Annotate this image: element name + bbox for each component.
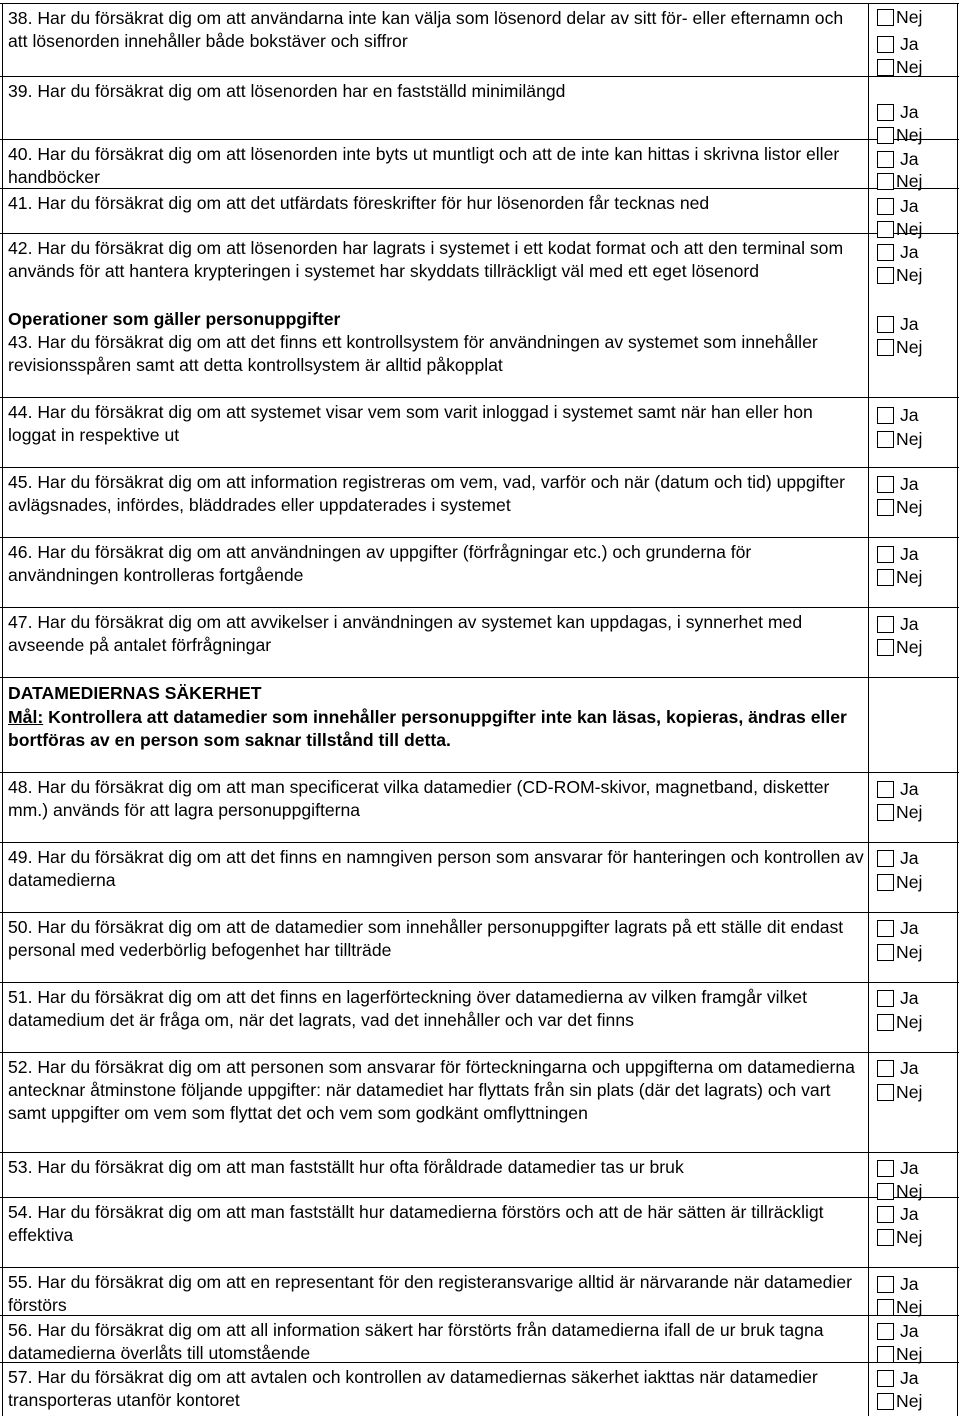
checkbox[interactable] [877,1346,894,1363]
checkbox[interactable] [877,920,894,937]
checkbox[interactable] [877,407,894,424]
subsection-heading: Operationer som gäller personuppgifter [8,309,341,329]
option-no[interactable] [877,170,922,193]
question-text: 50. Har du försäkrat dig om att de datamedier som innehåller personuppgifter lagrats på ett ställe dit endast personal med vederbörlig befogenhet har tillträde [8,917,844,961]
checkbox[interactable] [877,1060,894,1077]
checkbox[interactable] [877,499,894,516]
option-no[interactable] [877,1343,922,1366]
checkbox[interactable] [877,221,894,238]
option-label: Nej [896,1012,923,1032]
question-text: 51. Har du försäkrat dig om att det finns en lagerförteckning över datamedierna av vilken framgår vilket datamedium det är fråga om, när det lagrats, vad det innehåller och var det finns [8,987,807,1031]
option-label: Nej [896,497,923,517]
option-label: Ja [900,149,919,169]
option-label: Nej [896,7,923,27]
checkbox[interactable] [877,1183,894,1200]
option-label: Ja [900,1321,919,1341]
checkbox[interactable] [877,476,894,493]
checkbox[interactable] [877,850,894,867]
option-yes[interactable] [877,241,919,264]
option-label: Ja [900,1204,919,1224]
question-text: 41. Har du försäkrat dig om att det utfärdats föreskrifter för hur lösenorden får tecknas ned [8,193,710,213]
row-divider [0,842,959,843]
checkbox[interactable] [877,1370,894,1387]
option-label: Nej [896,219,923,239]
option-no[interactable] [877,941,922,964]
option-no[interactable] [877,1180,922,1203]
option-label: Nej [896,1297,923,1317]
checkbox[interactable] [877,990,894,1007]
question-text: 47. Har du försäkrat dig om att avvikelser i användningen av systemet kan uppdagas, i synnerhet med avseende på antalet förfrågningar [8,612,803,656]
row-divider [0,982,959,983]
option-yes[interactable] [877,1367,919,1390]
option-label: Nej [896,125,923,145]
option-no[interactable] [877,566,922,589]
row-divider [0,537,959,538]
question-text: 55. Har du försäkrat dig om att en representant för den registeransvarige alltid är närvarande när datamedier förstörs [8,1272,852,1316]
option-no[interactable] [877,1011,922,1034]
option-label: Nej [896,57,923,77]
option-yes[interactable] [877,1320,919,1343]
option-no[interactable] [877,871,922,894]
option-label: Ja [900,474,919,494]
checkbox[interactable] [877,431,894,448]
option-yes[interactable] [877,473,919,496]
question-text: 56. Har du försäkrat dig om att all information säkert har förstörts från datamedierna ifall de ur bruk tagna datamedierna överlåts till utomstående [8,1320,824,1364]
checkbox[interactable] [877,244,894,261]
option-label: Nej [896,567,923,587]
option-yes[interactable] [877,917,919,940]
option-label: Ja [900,34,919,54]
column-divider [868,4,869,1416]
question-text: 57. Har du försäkrat dig om att avtalen och kontrollen av datamediernas säkerhet iakttas när datamedier transporteras utanför kontoret [8,1367,818,1411]
checkbox[interactable] [877,804,894,821]
option-no[interactable] [877,124,922,147]
question-text: 52. Har du försäkrat dig om att personen som ansvarar för förteckningarna och uppgifterna om datamedierna antecknar åtminstone följande uppgifter: när datamediet har flyttats från sin plats (där det lagrats) och vart samt uppgifter om vem som flyttat det och vem som godkänt omflyttningen [8,1057,855,1124]
option-yes[interactable] [877,1057,919,1080]
option-no[interactable] [877,496,922,519]
question-text: 40. Har du försäkrat dig om att lösenorden inte byts ut muntligt och att de inte kan hittas i skrivna listor eller handböcker [8,144,840,188]
option-yes[interactable] [877,1203,919,1226]
checkbox[interactable] [877,874,894,891]
option-label: Ja [900,242,919,262]
checkbox[interactable] [877,569,894,586]
checkbox[interactable] [877,1206,894,1223]
table-top-border [0,3,959,4]
row-divider [0,1267,959,1268]
option-label: Ja [900,1274,919,1294]
checkbox[interactable] [877,267,894,284]
option-label: Ja [900,544,919,564]
option-label: Ja [900,1158,919,1178]
checkbox[interactable] [877,616,894,633]
checkbox[interactable] [877,173,894,190]
table-left-border [2,4,3,1416]
checkbox[interactable] [877,127,894,144]
option-no[interactable] [877,264,922,287]
option-yes[interactable] [877,1273,919,1296]
question-text: 48. Har du försäkrat dig om att man specificerat vilka datamedier (CD-ROM-skivor, magnetband, disketter mm.) används för att lagra personuppgifterna [8,777,830,821]
question-text: 38. Har du försäkrat dig om att användarna inte kan välja som lösenord delar av sitt för- eller efternamn och att lösenorden innehåller både bokstäver och siffror [8,8,844,52]
option-label: Nej [896,337,923,357]
checkbox[interactable] [877,1084,894,1101]
checkbox[interactable] [877,198,894,215]
option-yes[interactable] [877,778,919,801]
checkbox[interactable] [877,1393,894,1410]
question-text: 42. Har du försäkrat dig om att lösenorden har lagrats i systemet i ett kodat format och att den terminal som används för att hantera krypteringen i systemet har skyddats tillräckligt väl med ett eget lösenord [8,238,844,282]
option-no[interactable] [877,636,922,659]
row-divider [0,139,959,140]
goal-text: Kontrollera att datamedier som innehåller personuppgifter inte kan läsas, kopieras, ändras eller bortföras av en person som saknar tillstånd till detta. [8,707,847,751]
option-label: Nej [896,429,923,449]
checkbox[interactable] [877,1299,894,1316]
row-divider [0,912,959,913]
section-title: DATAMEDIERNAS SÄKERHET [8,683,262,703]
option-yes[interactable] [877,195,919,218]
option-label: Nej [896,1181,923,1201]
option-label: Ja [900,779,919,799]
row-divider [0,467,959,468]
question-text: 45. Har du försäkrat dig om att information registreras om vem, vad, varför och när (datum och tid) uppgifter avlägsnades, infördes, bläddrades eller uppdaterades i systemet [8,472,846,516]
row-divider [0,76,959,77]
checkbox[interactable] [877,639,894,656]
option-no[interactable] [877,1390,922,1413]
checkbox[interactable] [877,36,894,53]
question-text: 44. Har du försäkrat dig om att systemet visar vem som varit inloggad i systemet samt när han eller hon loggat in respektive ut [8,402,813,446]
option-no[interactable] [877,1296,922,1319]
option-label: Nej [896,802,923,822]
option-yes[interactable] [877,847,919,870]
option-yes[interactable] [877,543,919,566]
option-yes[interactable] [877,101,919,124]
option-no[interactable] [877,1226,922,1249]
option-yes[interactable] [877,148,919,171]
checkbox[interactable] [877,1160,894,1177]
question-text: 43. Har du försäkrat dig om att det finns ett kontrollsystem för användningen av systemet som innehåller revisionsspåren samt att detta kontrollsystem är alltid påkopplat [8,332,818,376]
option-no[interactable] [877,218,922,241]
option-yes[interactable] [877,33,919,56]
row-divider [0,607,959,608]
option-label: Ja [900,102,919,122]
option-no[interactable] [877,336,922,359]
option-label: Ja [900,405,919,425]
option-no[interactable] [877,6,922,29]
row-divider [0,233,959,234]
checkbox[interactable] [877,1276,894,1293]
option-label: Nej [896,1082,923,1102]
checkbox[interactable] [877,339,894,356]
question-text: 53. Har du försäkrat dig om att man fastställt hur ofta föråldrade datamedier tas ur bruk [8,1157,684,1177]
option-label: Nej [896,265,923,285]
option-label: Ja [900,918,919,938]
option-no[interactable] [877,1081,922,1104]
option-yes[interactable] [877,987,919,1010]
checkbox[interactable] [877,316,894,333]
question-text: 46. Har du försäkrat dig om att användningen av uppgifter (förfrågningar etc.) och grunderna för användningen kontrolleras fortgående [8,542,752,586]
question-text: 49. Har du försäkrat dig om att det finns en namngiven person som ansvarar för hanteringen och kontrollen av datamedierna [8,847,864,891]
option-label: Ja [900,1368,919,1388]
option-yes[interactable] [877,404,919,427]
option-yes[interactable] [877,613,919,636]
table-right-border [957,4,958,1416]
checkbox[interactable] [877,59,894,76]
section-goal [8,706,864,752]
row-divider [0,397,959,398]
checkbox[interactable] [877,1014,894,1031]
row-divider [0,1152,959,1153]
question-text: 54. Har du försäkrat dig om att man fastställt hur datamedierna förstörs och att de här sätten är tillräckligt effektiva [8,1202,824,1246]
option-no[interactable] [877,801,922,824]
option-label: Nej [896,942,923,962]
option-label: Nej [896,1227,923,1247]
option-label: Nej [896,1344,923,1364]
option-label: Ja [900,196,919,216]
checkbox[interactable] [877,781,894,798]
option-label: Nej [896,171,923,191]
goal-label: Mål: [8,707,44,727]
question-text: 39. Har du försäkrat dig om att lösenorden har en fastställd minimilängd [8,81,566,101]
option-label: Ja [900,314,919,334]
option-yes[interactable] [877,313,919,336]
checkbox[interactable] [877,546,894,563]
option-no[interactable] [877,428,922,451]
option-label: Ja [900,988,919,1008]
row-divider [0,772,959,773]
option-no[interactable] [877,56,922,79]
checkbox[interactable] [877,104,894,121]
option-label: Ja [900,614,919,634]
checkbox[interactable] [877,1229,894,1246]
option-label: Ja [900,1058,919,1078]
checkbox[interactable] [877,151,894,168]
checkbox[interactable] [877,1323,894,1340]
checkbox[interactable] [877,944,894,961]
checkbox[interactable] [877,9,894,26]
option-label: Nej [896,637,923,657]
option-label: Ja [900,848,919,868]
option-yes[interactable] [877,1157,919,1180]
row-divider [0,1197,959,1198]
option-label: Nej [896,872,923,892]
row-divider [0,677,959,678]
row-divider [0,1052,959,1053]
option-label: Nej [896,1391,923,1411]
